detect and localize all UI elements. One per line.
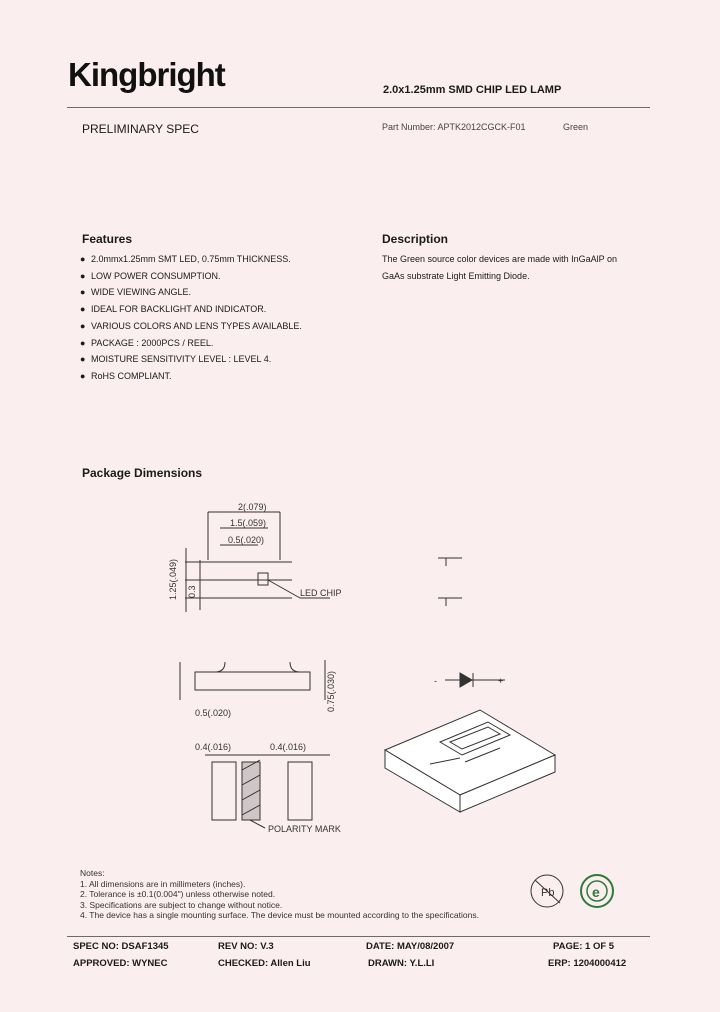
led-chip-label: LED CHIP bbox=[300, 588, 342, 598]
spec-number: SPEC NO: DSAF1345 bbox=[73, 941, 169, 952]
polarity-plus: + bbox=[498, 676, 504, 686]
dim-pad-w: 0.4(.016) bbox=[195, 742, 232, 752]
document-title: 2.0x1.25mm SMD CHIP LED LAMP bbox=[383, 84, 562, 96]
dim-small: 0.3 bbox=[187, 585, 197, 598]
eco-icon: e bbox=[592, 884, 600, 900]
features-heading: Features bbox=[82, 232, 133, 246]
approved-by: APPROVED: WYNEC bbox=[73, 958, 168, 969]
dim-total-length: 2(.079) bbox=[238, 502, 267, 512]
pb-free-icon: Pb bbox=[541, 887, 555, 899]
part-number: Part Number: APTK2012CGCK-F01 bbox=[382, 122, 526, 132]
dim-lens-width: 1.5(.059) bbox=[230, 518, 267, 528]
page-number: PAGE: 1 OF 5 bbox=[553, 941, 615, 952]
drawn-by: DRAWN: Y.L.LI bbox=[368, 958, 435, 969]
dim-pad-s: 0.4(.016) bbox=[270, 742, 307, 752]
feature-item: ● IDEAL FOR BACKLIGHT AND INDICATOR. bbox=[80, 304, 267, 315]
brand-logo: Kingbright bbox=[68, 56, 225, 93]
feature-item: ● LOW POWER CONSUMPTION. bbox=[80, 270, 221, 281]
polarity-label: POLARITY MARK bbox=[268, 824, 341, 834]
checked-by: CHECKED: Allen Liu bbox=[218, 958, 311, 969]
dim-thickness: 0.75(.030) bbox=[326, 670, 336, 712]
feature-item: ● VARIOUS COLORS AND LENS TYPES AVAILABLE. bbox=[80, 320, 302, 331]
feature-item: ● MOISTURE SENSITIVITY LEVEL : LEVEL 4. bbox=[80, 354, 272, 365]
spec-status: PRELIMINARY SPEC bbox=[82, 122, 199, 136]
dim-bottom: 0.5(.020) bbox=[195, 708, 232, 718]
feature-item: ● PACKAGE : 2000PCS / REEL. bbox=[80, 337, 214, 348]
polarity-minus: - bbox=[434, 676, 437, 686]
description-heading: Description bbox=[382, 232, 449, 246]
feature-item: ● 2.0mmx1.25mm SMT LED, 0.75mm THICKNESS. bbox=[80, 254, 291, 264]
led-color: Green bbox=[563, 122, 589, 132]
feature-item: ● RoHS COMPLIANT. bbox=[80, 370, 172, 381]
spec-date: DATE: MAY/08/2007 bbox=[366, 941, 455, 952]
dim-pad: 0.5(.020) bbox=[228, 535, 265, 545]
erp-number: ERP: 1204000412 bbox=[548, 958, 627, 969]
notes: Notes: 1. All dimensions are in millimeters (inches). 2. Tolerance is ±0.1(0.004") unless otherwise noted. 3. Specifications are subject to change without notice. 4. The device has a single mounting surface. The device must be mounted according to the specifications. bbox=[80, 868, 479, 920]
revision-number: REV NO: V.3 bbox=[218, 941, 274, 952]
description-text: The Green source color devices are made with InGaAlP on GaAs substrate Light Emitting Diode. bbox=[382, 254, 617, 281]
feature-item: ● WIDE VIEWING ANGLE. bbox=[80, 287, 192, 298]
dim-height: 1.25(.049) bbox=[168, 558, 178, 600]
package-heading: Package Dimensions bbox=[82, 466, 203, 480]
footer-divider bbox=[67, 936, 650, 937]
